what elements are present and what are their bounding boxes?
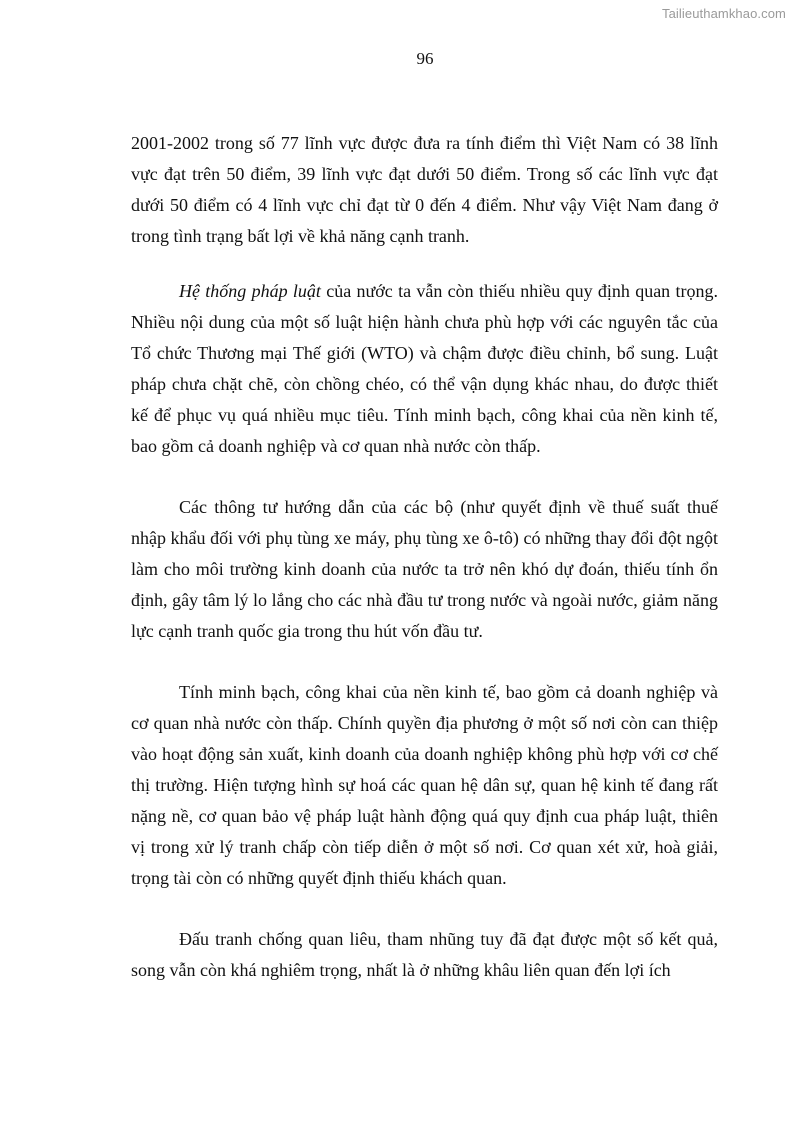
watermark: Tailieuthamkhao.com — [661, 6, 786, 21]
paragraph-1 — [131, 128, 718, 252]
paragraph-1-text: 2001-2002 trong số 77 lĩnh vực được đưa ra tính điểm thì Việt Nam có 38 lĩnh vực đạt trên 50 điểm, 39 lĩnh vực đạt dưới 50 điểm. Trong số các lĩnh vực đạt dưới 50 điểm có 4 lĩnh vực chỉ đạt từ 0 đến 4 điểm. Như vậy Việt Nam đang ở trong tình trạng bất lợi về khả năng cạnh tranh. — [131, 133, 718, 246]
paragraph-2-italic-lead: Hệ thống pháp luật — [179, 281, 321, 301]
paragraph-5-text: Đấu tranh chống quan liêu, tham nhũng tuy đã đạt được một số kết quả, song vẫn còn khá nghiêm trọng, nhất là ở những khâu liên quan đến lợi ích — [131, 929, 718, 980]
page-number: 96 — [416, 49, 434, 68]
paragraph-4 — [131, 677, 718, 894]
paragraph-2 — [131, 276, 718, 462]
paragraph-3-text: Các thông tư hướng dẫn của các bộ (như quyết định về thuế suất thuế nhập khẩu đối với phụ tùng xe máy, phụ tùng xe ô-tô) có những thay đổi đột ngột làm cho môi trường kinh doanh của nước ta trở nên khó dự đoán, thiếu tính ổn định, gây tâm lý lo lắng cho các nhà đầu tư trong nước và ngoài nước, giảm năng lực cạnh tranh quốc gia trong thu hút vốn đầu tư. — [131, 497, 718, 641]
paragraph-4-text: Tính minh bạch, công khai của nền kinh tế, bao gồm cả doanh nghiệp và cơ quan nhà nước còn thấp. Chính quyền địa phương ở một số nơi còn can thiệp vào hoạt động sản xuất, kinh doanh của doanh nghiệp không phù hợp với cơ chế thị trường. Hiện tượng hình sự hoá các quan hệ dân sự, quan hệ kinh tế đang rất nặng nề, cơ quan bảo vệ pháp luật hành động quá quy định cua pháp luật, thiên vị trong xử lý tranh chấp còn tiếp diễn ở một số nơi. Cơ quan xét xử, hoà giải, trọng tài còn có những quyết định thiếu khách quan. — [131, 682, 718, 888]
paragraph-2-text: của nước ta vẫn còn thiếu nhiều quy định quan trọng. Nhiều nội dung của một số luật hiện hành chưa phù hợp với các nguyên tắc của Tổ chức Thương mại Thế giới (WTO) và chậm được điều chỉnh, bổ sung. Luật pháp chưa chặt chẽ, còn chồng chéo, có thể vận dụng khác nhau, do được thiết kế để phục vụ quá nhiều mục tiêu. Tính minh bạch, công khai của nền kinh tế, bao gồm cả doanh nghiệp và cơ quan nhà nước còn thấp. — [131, 281, 718, 456]
paragraph-5 — [131, 924, 718, 986]
paragraph-3 — [131, 492, 718, 647]
document-body — [131, 128, 718, 1016]
